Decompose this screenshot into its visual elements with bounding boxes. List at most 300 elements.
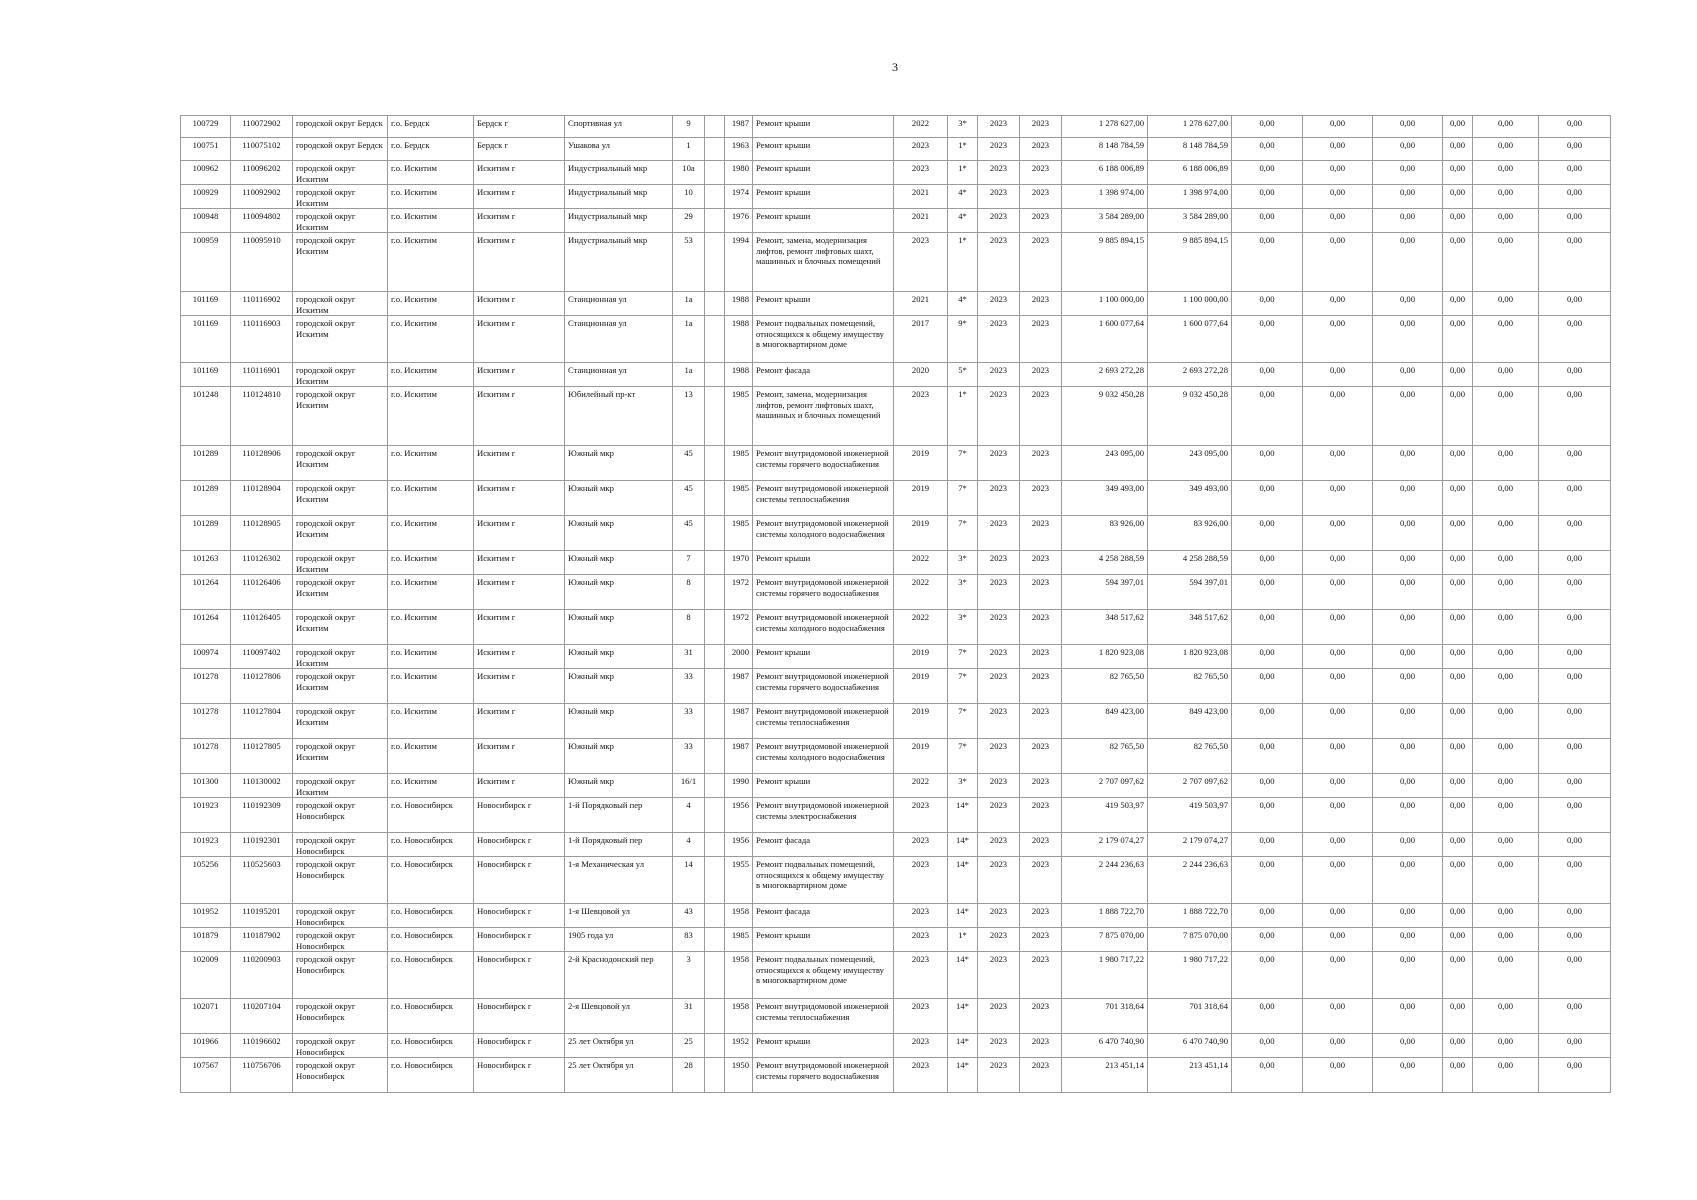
table-row: [181, 739, 1611, 774]
row-cost-total: 9 885 894,15: [1062, 233, 1148, 292]
row-letter: [705, 999, 725, 1034]
row-cost-fund: 7 875 070,00: [1148, 928, 1232, 952]
row-work-type: Ремонт внутридомовой инженерной системы теплоснабжения: [753, 481, 894, 516]
row-code: 110097402: [231, 645, 293, 669]
row-cost-total: 213 451,14: [1062, 1058, 1148, 1093]
row-planned-year: 2023: [894, 1058, 948, 1093]
row-build-year: 1958: [725, 904, 753, 928]
row-cost-total: 701 318,64: [1062, 999, 1148, 1034]
row-amount-1: 0,00: [1232, 833, 1303, 857]
row-id: 101169: [181, 292, 231, 316]
row-house: 28: [673, 1058, 705, 1093]
row-year-3: 2023: [1020, 857, 1062, 904]
row-amount-2: 0,00: [1303, 363, 1373, 387]
row-cost-total: 4 258 288,59: [1062, 551, 1148, 575]
row-year-3: 2023: [1020, 551, 1062, 575]
row-street: Южный мкр: [565, 669, 673, 704]
row-city: Бердск г: [474, 138, 565, 161]
row-amount-2: 0,00: [1303, 233, 1373, 292]
row-amount-1: 0,00: [1232, 292, 1303, 316]
row-letter: [705, 774, 725, 798]
row-work-type: Ремонт внутридомовой инженерной системы горячего водоснабжения: [753, 446, 894, 481]
row-year-2: 2023: [978, 138, 1020, 161]
row-cost-fund: 1 278 627,00: [1148, 116, 1232, 138]
row-city: Искитим г: [474, 481, 565, 516]
row-city: Новосибирск г: [474, 798, 565, 833]
row-id: 101300: [181, 774, 231, 798]
row-planned-year: 2022: [894, 116, 948, 138]
row-year-2: 2023: [978, 645, 1020, 669]
row-street: 1-я Механическая ул: [565, 857, 673, 904]
row-house: 1а: [673, 363, 705, 387]
row-id: 101169: [181, 363, 231, 387]
row-municipality: городской округ Искитим: [293, 233, 388, 292]
row-year-3: 2023: [1020, 645, 1062, 669]
row-street: Южный мкр: [565, 575, 673, 610]
row-house: 4: [673, 833, 705, 857]
row-cost-fund: 2 244 236,63: [1148, 857, 1232, 904]
row-amount-2: 0,00: [1303, 292, 1373, 316]
row-code: 110127805: [231, 739, 293, 774]
row-cost-total: 349 493,00: [1062, 481, 1148, 516]
row-amount-5: 0,00: [1473, 161, 1539, 185]
row-municipality: городской округ Искитим: [293, 161, 388, 185]
row-amount-5: 0,00: [1473, 575, 1539, 610]
row-id: 101879: [181, 928, 231, 952]
row-street: Индустриальный мкр: [565, 161, 673, 185]
row-amount-5: 0,00: [1473, 516, 1539, 551]
row-work-type: Ремонт крыши: [753, 774, 894, 798]
row-amount-4: 0,00: [1443, 185, 1473, 209]
row-amount-6: 0,00: [1539, 645, 1611, 669]
row-municipality: городской округ Новосибирск: [293, 1034, 388, 1058]
row-code: 110126405: [231, 610, 293, 645]
row-urban-district: г.о. Новосибирск: [388, 1034, 474, 1058]
row-id: 100751: [181, 138, 231, 161]
row-amount-2: 0,00: [1303, 645, 1373, 669]
row-city: Искитим г: [474, 387, 565, 446]
row-amount-1: 0,00: [1232, 857, 1303, 904]
row-priority: 4*: [948, 292, 978, 316]
row-amount-6: 0,00: [1539, 928, 1611, 952]
row-year-2: 2023: [978, 551, 1020, 575]
row-street: Южный мкр: [565, 551, 673, 575]
row-cost-fund: 1 820 923,08: [1148, 645, 1232, 669]
row-year-2: 2023: [978, 209, 1020, 233]
row-letter: [705, 669, 725, 704]
row-code: 110200903: [231, 952, 293, 999]
row-amount-4: 0,00: [1443, 1058, 1473, 1093]
row-amount-6: 0,00: [1539, 669, 1611, 704]
table-row: [181, 363, 1611, 387]
row-street: Южный мкр: [565, 739, 673, 774]
row-work-type: Ремонт внутридомовой инженерной системы холодного водоснабжения: [753, 516, 894, 551]
row-amount-4: 0,00: [1443, 739, 1473, 774]
row-letter: [705, 387, 725, 446]
row-city: Искитим г: [474, 292, 565, 316]
row-build-year: 1985: [725, 516, 753, 551]
row-planned-year: 2021: [894, 209, 948, 233]
row-amount-5: 0,00: [1473, 928, 1539, 952]
row-amount-2: 0,00: [1303, 551, 1373, 575]
row-municipality: городской округ Новосибирск: [293, 999, 388, 1034]
row-amount-4: 0,00: [1443, 387, 1473, 446]
row-amount-4: 0,00: [1443, 316, 1473, 363]
row-id: 101289: [181, 516, 231, 551]
row-amount-5: 0,00: [1473, 610, 1539, 645]
row-cost-fund: 243 095,00: [1148, 446, 1232, 481]
row-municipality: городской округ Искитим: [293, 387, 388, 446]
row-build-year: 1987: [725, 116, 753, 138]
row-id: 101169: [181, 316, 231, 363]
row-cost-total: 348 517,62: [1062, 610, 1148, 645]
row-amount-2: 0,00: [1303, 739, 1373, 774]
row-municipality: городской округ Новосибирск: [293, 857, 388, 904]
row-amount-2: 0,00: [1303, 904, 1373, 928]
row-cost-total: 243 095,00: [1062, 446, 1148, 481]
row-house: 10а: [673, 161, 705, 185]
row-priority: 4*: [948, 209, 978, 233]
row-amount-4: 0,00: [1443, 774, 1473, 798]
row-code: 110207104: [231, 999, 293, 1034]
row-build-year: 1956: [725, 798, 753, 833]
row-priority: 14*: [948, 999, 978, 1034]
row-city: Новосибирск г: [474, 833, 565, 857]
row-municipality: городской округ Искитим: [293, 516, 388, 551]
table-row: [181, 904, 1611, 928]
row-work-type: Ремонт крыши: [753, 292, 894, 316]
row-year-3: 2023: [1020, 516, 1062, 551]
row-code: 110128905: [231, 516, 293, 551]
row-year-3: 2023: [1020, 928, 1062, 952]
row-year-2: 2023: [978, 952, 1020, 999]
row-work-type: Ремонт крыши: [753, 116, 894, 138]
row-municipality: городской округ Искитим: [293, 610, 388, 645]
row-amount-4: 0,00: [1443, 138, 1473, 161]
row-priority: 14*: [948, 904, 978, 928]
row-city: Искитим г: [474, 551, 565, 575]
row-year-2: 2023: [978, 481, 1020, 516]
row-planned-year: 2022: [894, 551, 948, 575]
row-amount-2: 0,00: [1303, 952, 1373, 999]
row-urban-district: г.о. Искитим: [388, 645, 474, 669]
row-house: 10: [673, 185, 705, 209]
row-letter: [705, 833, 725, 857]
row-code: 110127806: [231, 669, 293, 704]
row-amount-2: 0,00: [1303, 575, 1373, 610]
row-year-2: 2023: [978, 704, 1020, 739]
row-amount-1: 0,00: [1232, 704, 1303, 739]
row-urban-district: г.о. Новосибирск: [388, 833, 474, 857]
row-letter: [705, 952, 725, 999]
row-cost-total: 9 032 450,28: [1062, 387, 1148, 446]
row-amount-1: 0,00: [1232, 999, 1303, 1034]
row-house: 1а: [673, 292, 705, 316]
row-work-type: Ремонт крыши: [753, 185, 894, 209]
row-street: Индустриальный мкр: [565, 233, 673, 292]
row-year-2: 2023: [978, 161, 1020, 185]
row-cost-fund: 594 397,01: [1148, 575, 1232, 610]
row-city: Искитим г: [474, 209, 565, 233]
row-amount-2: 0,00: [1303, 857, 1373, 904]
row-letter: [705, 446, 725, 481]
row-year-2: 2023: [978, 316, 1020, 363]
table-row: [181, 233, 1611, 292]
row-urban-district: г.о. Новосибирск: [388, 999, 474, 1034]
row-urban-district: г.о. Бердск: [388, 138, 474, 161]
row-amount-1: 0,00: [1232, 669, 1303, 704]
row-amount-3: 0,00: [1373, 610, 1443, 645]
row-amount-4: 0,00: [1443, 645, 1473, 669]
row-work-type: Ремонт фасада: [753, 833, 894, 857]
row-code: 110116901: [231, 363, 293, 387]
row-amount-5: 0,00: [1473, 116, 1539, 138]
row-code: 110092902: [231, 185, 293, 209]
row-amount-2: 0,00: [1303, 316, 1373, 363]
row-planned-year: 2023: [894, 833, 948, 857]
row-cost-fund: 2 707 097,62: [1148, 774, 1232, 798]
row-amount-4: 0,00: [1443, 575, 1473, 610]
row-cost-fund: 8 148 784,59: [1148, 138, 1232, 161]
row-cost-total: 82 765,50: [1062, 739, 1148, 774]
row-planned-year: 2023: [894, 798, 948, 833]
row-letter: [705, 233, 725, 292]
row-code: 110128906: [231, 446, 293, 481]
row-build-year: 1958: [725, 952, 753, 999]
row-cost-fund: 213 451,14: [1148, 1058, 1232, 1093]
row-letter: [705, 645, 725, 669]
row-amount-1: 0,00: [1232, 798, 1303, 833]
row-work-type: Ремонт крыши: [753, 645, 894, 669]
row-planned-year: 2023: [894, 928, 948, 952]
table-row: [181, 704, 1611, 739]
row-year-3: 2023: [1020, 1034, 1062, 1058]
repair-program-table: [180, 115, 1611, 1093]
row-cost-total: 7 875 070,00: [1062, 928, 1148, 952]
row-year-3: 2023: [1020, 575, 1062, 610]
row-amount-1: 0,00: [1232, 516, 1303, 551]
row-id: 101278: [181, 704, 231, 739]
row-city: Новосибирск г: [474, 999, 565, 1034]
row-amount-3: 0,00: [1373, 999, 1443, 1034]
row-cost-fund: 419 503,97: [1148, 798, 1232, 833]
row-year-2: 2023: [978, 292, 1020, 316]
row-letter: [705, 138, 725, 161]
row-year-2: 2023: [978, 116, 1020, 138]
row-urban-district: г.о. Искитим: [388, 363, 474, 387]
row-amount-3: 0,00: [1373, 481, 1443, 516]
row-year-3: 2023: [1020, 446, 1062, 481]
table-row: [181, 292, 1611, 316]
row-city: Искитим г: [474, 645, 565, 669]
row-cost-total: 6 188 006,89: [1062, 161, 1148, 185]
row-municipality: городской округ Искитим: [293, 669, 388, 704]
row-id: 100959: [181, 233, 231, 292]
row-cost-fund: 2 179 074,27: [1148, 833, 1232, 857]
table-row: [181, 669, 1611, 704]
row-city: Искитим г: [474, 516, 565, 551]
row-city: Искитим г: [474, 446, 565, 481]
row-letter: [705, 575, 725, 610]
row-amount-2: 0,00: [1303, 833, 1373, 857]
row-id: 101923: [181, 833, 231, 857]
row-amount-2: 0,00: [1303, 387, 1373, 446]
row-amount-3: 0,00: [1373, 704, 1443, 739]
row-amount-6: 0,00: [1539, 857, 1611, 904]
row-priority: 14*: [948, 857, 978, 904]
table-row: [181, 138, 1611, 161]
row-street: 1905 года ул: [565, 928, 673, 952]
row-amount-3: 0,00: [1373, 551, 1443, 575]
row-year-2: 2023: [978, 185, 1020, 209]
row-amount-1: 0,00: [1232, 161, 1303, 185]
row-letter: [705, 551, 725, 575]
row-cost-total: 1 820 923,08: [1062, 645, 1148, 669]
row-amount-3: 0,00: [1373, 209, 1443, 233]
row-street: 25 лет Октября ул: [565, 1034, 673, 1058]
table-row: [181, 928, 1611, 952]
row-amount-1: 0,00: [1232, 387, 1303, 446]
row-amount-5: 0,00: [1473, 316, 1539, 363]
row-street: Южный мкр: [565, 610, 673, 645]
row-id: 101263: [181, 551, 231, 575]
row-urban-district: г.о. Новосибирск: [388, 798, 474, 833]
row-urban-district: г.о. Искитим: [388, 292, 474, 316]
row-amount-2: 0,00: [1303, 138, 1373, 161]
row-amount-5: 0,00: [1473, 952, 1539, 999]
row-city: Новосибирск г: [474, 1058, 565, 1093]
row-amount-5: 0,00: [1473, 363, 1539, 387]
table-row: [181, 575, 1611, 610]
row-build-year: 1985: [725, 928, 753, 952]
row-build-year: 1988: [725, 363, 753, 387]
row-city: Искитим г: [474, 363, 565, 387]
row-cost-total: 1 278 627,00: [1062, 116, 1148, 138]
row-house: 1: [673, 138, 705, 161]
row-amount-3: 0,00: [1373, 1034, 1443, 1058]
row-amount-4: 0,00: [1443, 446, 1473, 481]
row-municipality: городской округ Искитим: [293, 316, 388, 363]
row-id: 101264: [181, 610, 231, 645]
row-amount-6: 0,00: [1539, 363, 1611, 387]
row-build-year: 1988: [725, 292, 753, 316]
row-house: 29: [673, 209, 705, 233]
row-city: Бердск г: [474, 116, 565, 138]
row-amount-2: 0,00: [1303, 516, 1373, 551]
row-letter: [705, 704, 725, 739]
row-street: 1-й Порядковый пер: [565, 833, 673, 857]
row-id: 102071: [181, 999, 231, 1034]
row-letter: [705, 610, 725, 645]
row-amount-2: 0,00: [1303, 185, 1373, 209]
row-priority: 14*: [948, 798, 978, 833]
row-cost-total: 2 244 236,63: [1062, 857, 1148, 904]
row-work-type: Ремонт крыши: [753, 138, 894, 161]
row-priority: 14*: [948, 1058, 978, 1093]
row-house: 3: [673, 952, 705, 999]
row-work-type: Ремонт внутридомовой инженерной системы горячего водоснабжения: [753, 669, 894, 704]
row-year-2: 2023: [978, 904, 1020, 928]
row-amount-3: 0,00: [1373, 952, 1443, 999]
row-amount-2: 0,00: [1303, 774, 1373, 798]
row-amount-2: 0,00: [1303, 610, 1373, 645]
row-amount-5: 0,00: [1473, 1034, 1539, 1058]
row-cost-total: 2 693 272,28: [1062, 363, 1148, 387]
row-priority: 9*: [948, 316, 978, 363]
row-year-3: 2023: [1020, 161, 1062, 185]
row-amount-3: 0,00: [1373, 669, 1443, 704]
row-priority: 14*: [948, 952, 978, 999]
row-cost-total: 8 148 784,59: [1062, 138, 1148, 161]
row-code: 110192309: [231, 798, 293, 833]
row-work-type: Ремонт внутридомовой инженерной системы горячего водоснабжения: [753, 1058, 894, 1093]
row-amount-3: 0,00: [1373, 161, 1443, 185]
table-row: [181, 857, 1611, 904]
row-amount-4: 0,00: [1443, 798, 1473, 833]
row-cost-total: 83 926,00: [1062, 516, 1148, 551]
row-amount-3: 0,00: [1373, 904, 1443, 928]
row-planned-year: 2023: [894, 999, 948, 1034]
row-house: 7: [673, 551, 705, 575]
row-street: Индустриальный мкр: [565, 209, 673, 233]
row-urban-district: г.о. Искитим: [388, 739, 474, 774]
row-amount-4: 0,00: [1443, 1034, 1473, 1058]
row-amount-5: 0,00: [1473, 739, 1539, 774]
row-build-year: 1987: [725, 669, 753, 704]
row-id: 100929: [181, 185, 231, 209]
row-planned-year: 2021: [894, 185, 948, 209]
row-amount-1: 0,00: [1232, 610, 1303, 645]
row-cost-fund: 2 693 272,28: [1148, 363, 1232, 387]
row-year-2: 2023: [978, 798, 1020, 833]
row-amount-6: 0,00: [1539, 952, 1611, 999]
row-amount-5: 0,00: [1473, 185, 1539, 209]
row-house: 31: [673, 999, 705, 1034]
row-amount-2: 0,00: [1303, 999, 1373, 1034]
row-amount-1: 0,00: [1232, 185, 1303, 209]
row-amount-1: 0,00: [1232, 904, 1303, 928]
row-amount-2: 0,00: [1303, 209, 1373, 233]
table-row: [181, 161, 1611, 185]
table-row: [181, 316, 1611, 363]
row-build-year: 1974: [725, 185, 753, 209]
row-urban-district: г.о. Искитим: [388, 481, 474, 516]
row-amount-6: 0,00: [1539, 138, 1611, 161]
row-year-3: 2023: [1020, 999, 1062, 1034]
row-city: Искитим г: [474, 161, 565, 185]
row-cost-fund: 349 493,00: [1148, 481, 1232, 516]
row-house: 43: [673, 904, 705, 928]
row-urban-district: г.о. Бердск: [388, 116, 474, 138]
row-year-3: 2023: [1020, 481, 1062, 516]
row-street: Ушакова ул: [565, 138, 673, 161]
row-urban-district: г.о. Новосибирск: [388, 952, 474, 999]
row-amount-3: 0,00: [1373, 138, 1443, 161]
row-year-3: 2023: [1020, 233, 1062, 292]
row-amount-4: 0,00: [1443, 481, 1473, 516]
row-build-year: 1972: [725, 610, 753, 645]
row-street: Станционная ул: [565, 363, 673, 387]
row-amount-3: 0,00: [1373, 645, 1443, 669]
row-work-type: Ремонт подвальных помещений, относящихся к общему имуществу в многоквартирном доме: [753, 857, 894, 904]
row-municipality: городской округ Новосибирск: [293, 904, 388, 928]
row-amount-2: 0,00: [1303, 1034, 1373, 1058]
row-city: Новосибирск г: [474, 952, 565, 999]
row-city: Искитим г: [474, 774, 565, 798]
row-urban-district: г.о. Искитим: [388, 161, 474, 185]
row-year-3: 2023: [1020, 209, 1062, 233]
row-cost-fund: 849 423,00: [1148, 704, 1232, 739]
